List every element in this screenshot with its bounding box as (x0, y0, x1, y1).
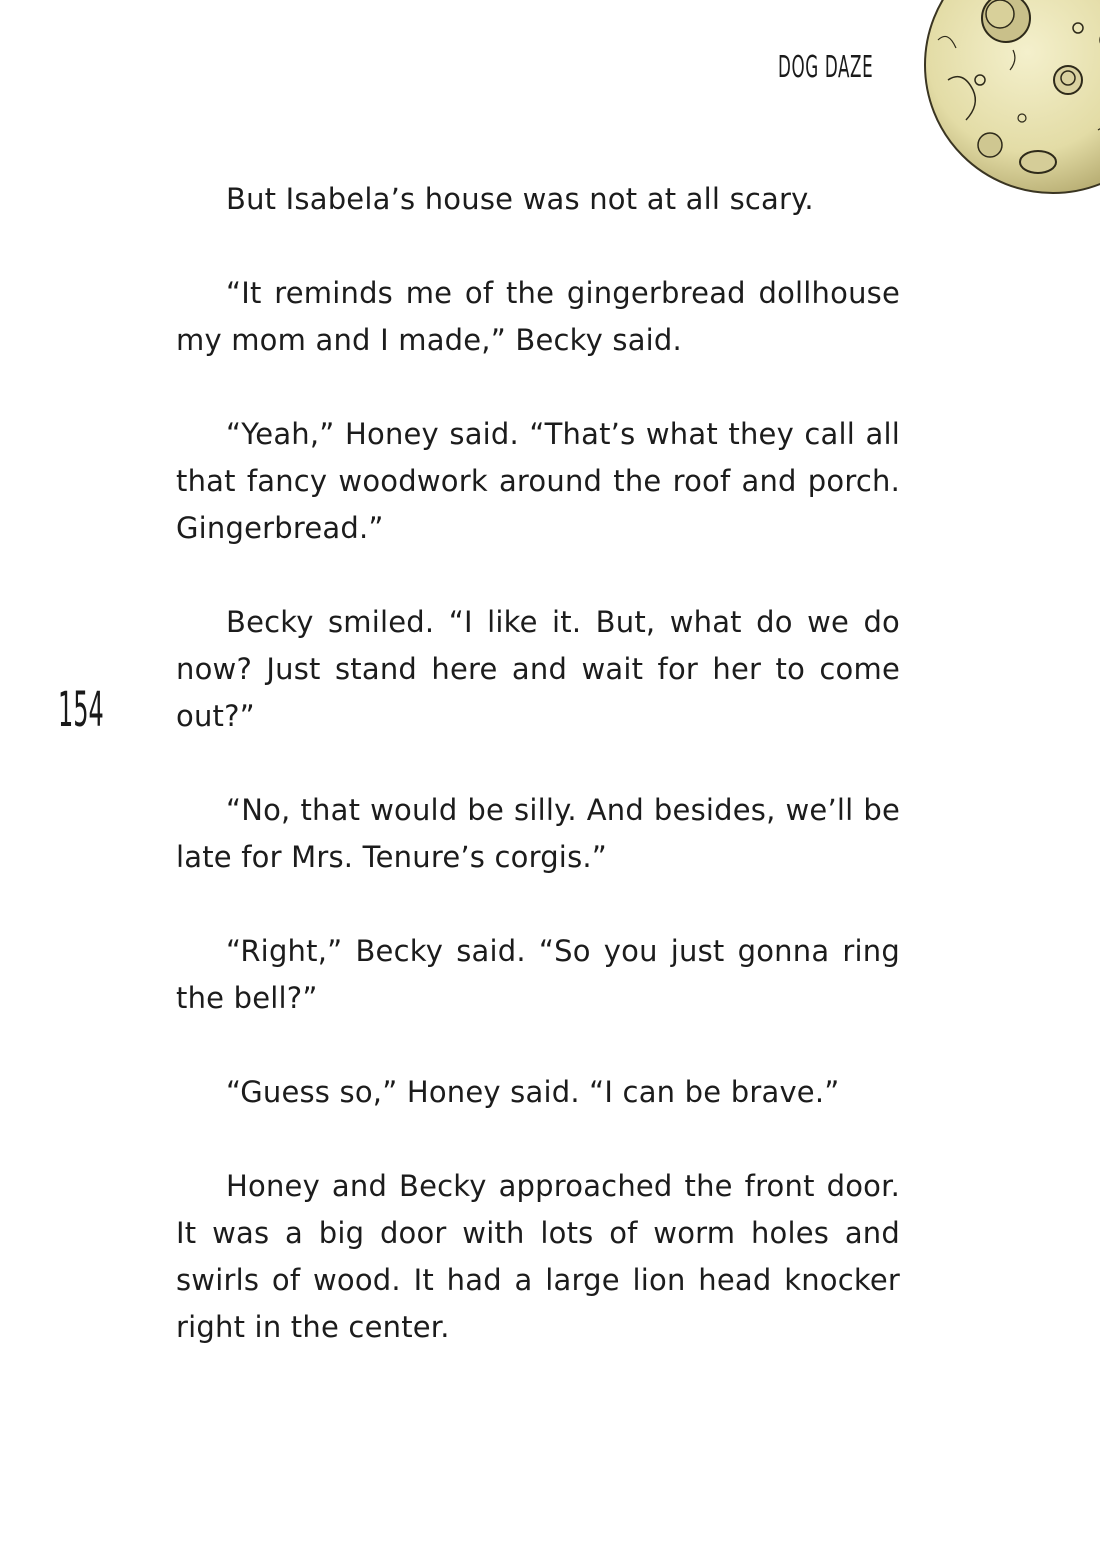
paragraph: But Isabela’s house was not at all scary. (226, 182, 814, 216)
paragraph: “Right,” Becky said. “So you just gonna ring the bell?” (176, 934, 900, 1015)
paragraph: “Guess so,” Honey said. “I can be brave.” (226, 1075, 840, 1109)
page-number: 154 (58, 682, 104, 738)
moon-illustration (918, 0, 1100, 200)
paragraph: “Yeah,” Honey said. “That’s what they call all that fancy woodwork around the roof and porch. Gingerbread.” (176, 417, 900, 545)
running-head: DOG DAZE (778, 50, 874, 85)
paragraph: Honey and Becky approached the front door. It was a big door with lots of worm holes and swirls of wood. It had a large lion head knocker right in the center. (176, 1169, 900, 1344)
paragraph: Becky smiled. “I like it. But, what do we do now? Just stand here and wait for her to come out?” (176, 605, 900, 733)
paragraph: “No, that would be silly. And besides, we’ll be late for Mrs. Tenure’s corgis.” (176, 793, 900, 874)
paragraph: “It reminds me of the gingerbread dollhouse my mom and I made,” Becky said. (176, 276, 900, 357)
body-text (176, 176, 900, 1351)
